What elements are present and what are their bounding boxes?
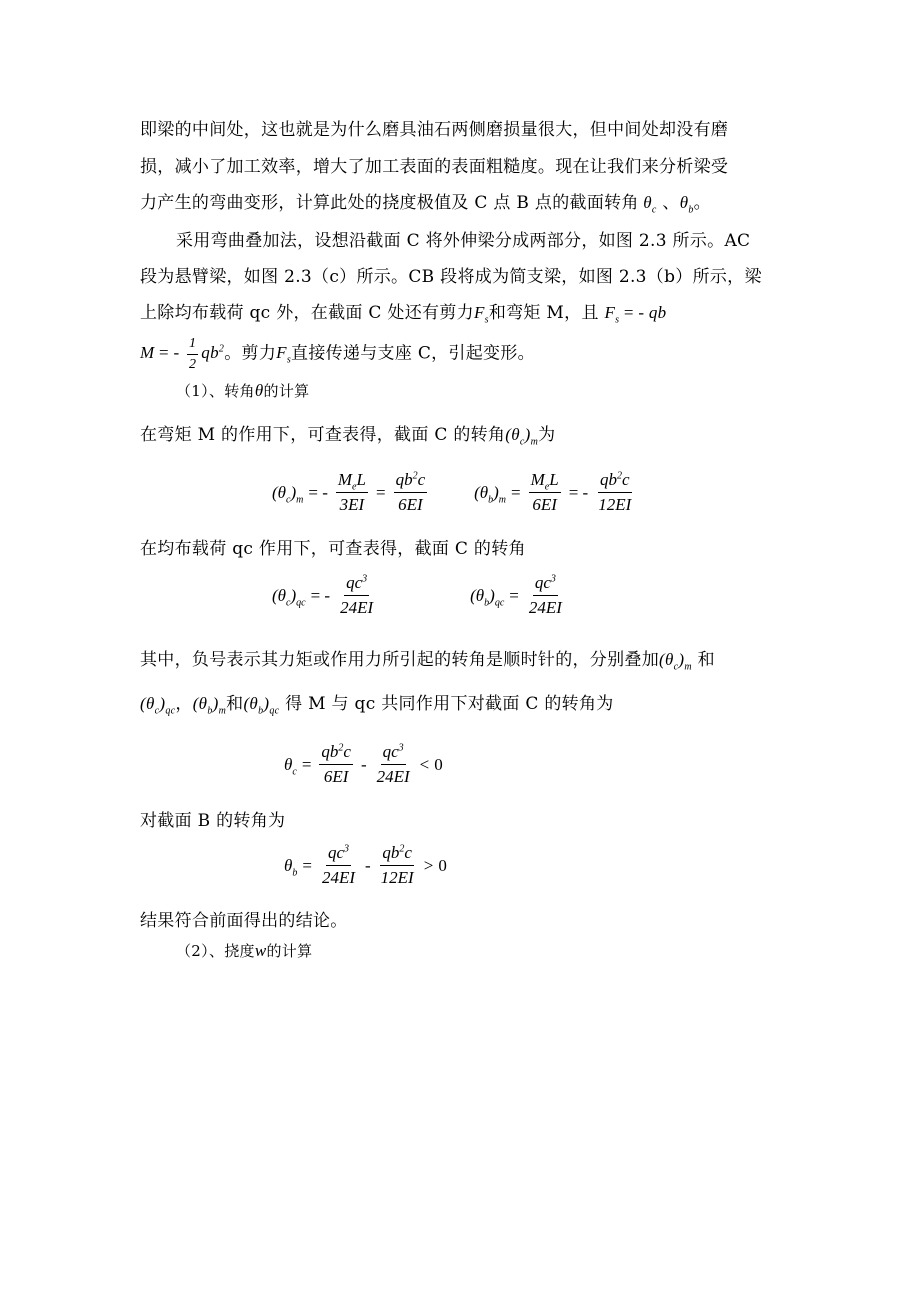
paragraph-line: $(\theta_c)_{qc}$，$(\theta_b)_m$和$(\theta_b)_{qc}$ 得 M 与 qc 共同作用下对截面 C 的转角为	[140, 694, 614, 717]
paragraph-line: 对截面 B 的转角为	[140, 811, 286, 831]
paragraph-line: 段为悬臂梁，如图 2.3（c）所示。CB 段将成为简支梁，如图 2.3（b）所示，梁	[140, 267, 762, 287]
section-heading: （1）、转角θ的计算	[176, 381, 310, 400]
paragraph-line: 在均布载荷 qc 作用下，可查表得，截面 C 的转角	[140, 539, 526, 559]
section-heading: （2）、挠度w的计算	[176, 941, 313, 960]
paragraph-line: 力产生的弯曲变形，计算此处的挠度极值及 C 点 B 点的截面转角 $\theta_c$ 、$\theta_b$。	[140, 193, 711, 216]
equation-moment-rotation: $(\theta_c)_m$ = - $\frac{M_eL}{3EI}$ = $\frac{qb^2c}{6EI}$ $(\theta_b)_m$ = $\frac{M_eL}{6EI}$ = - $\frac{qb^2c}{12EI}$	[272, 470, 632, 514]
equation-theta-c: $\theta_c$ = $\frac{qb^2c}{6EI}$ - $\frac{qc^3}{24EI}$ < 0	[284, 742, 443, 786]
equation-theta-b: $\theta_b$ = $\frac{qc^3}{24EI}$ - $\frac{qb^2c}{12EI}$ > 0	[284, 843, 447, 887]
paragraph-line: M = - $\frac{1}{2}$ $qb^2$。剪力$F_s$直接传递与支座 C，引起变形。	[140, 336, 535, 372]
math-w: w	[254, 941, 267, 960]
math-theta-c-m: $(\theta_c)_m$	[505, 425, 539, 448]
math-fs: $F_s$	[276, 343, 292, 366]
equation-load-rotation: $(\theta_c)_{qc}$ = - $\frac{qc^3}{24EI}$ $(\theta_b)_{qc}$ = $\frac{qc^3}{24EI}$	[272, 573, 562, 617]
paragraph-line: 其中，负号表示其力矩或作用力所引起的转角是顺时针的，分别叠加$(\theta_c)_m$ 和	[140, 650, 715, 673]
math-theta-b: $\theta_b$	[679, 193, 694, 216]
paragraph-line: 采用弯曲叠加法，设想沿截面 C 将外伸梁分成两部分，如图 2.3 所示。AC	[176, 231, 751, 251]
math-moment-eq: M = - $\frac{1}{2}$ $qb^2$	[140, 336, 225, 372]
math-theta: θ	[254, 381, 264, 400]
math-fs-eq: $F_s$ = - qb	[604, 303, 667, 326]
paragraph-line: 上除均布载荷 qc 外，在截面 C 处还有剪力$F_s$和弯矩 M，且 $F_s$ = - qb	[140, 303, 667, 326]
paragraph-line: 在弯矩 M 的作用下，可查表得，截面 C 的转角$(\theta_c)_m$为	[140, 425, 556, 448]
math-theta-c: $\theta_c$	[638, 193, 657, 216]
paragraph-line: 损，减小了加工效率，增大了加工表面的表面粗糙度。现在让我们来分析梁受	[140, 157, 729, 177]
paragraph-line: 结果符合前面得出的结论。	[140, 911, 348, 931]
math-fs: $F_s$	[473, 303, 489, 326]
paragraph-line: 即梁的中间处，这也就是为什么磨具油石两侧磨损量很大，但中间处却没有磨	[140, 120, 729, 140]
